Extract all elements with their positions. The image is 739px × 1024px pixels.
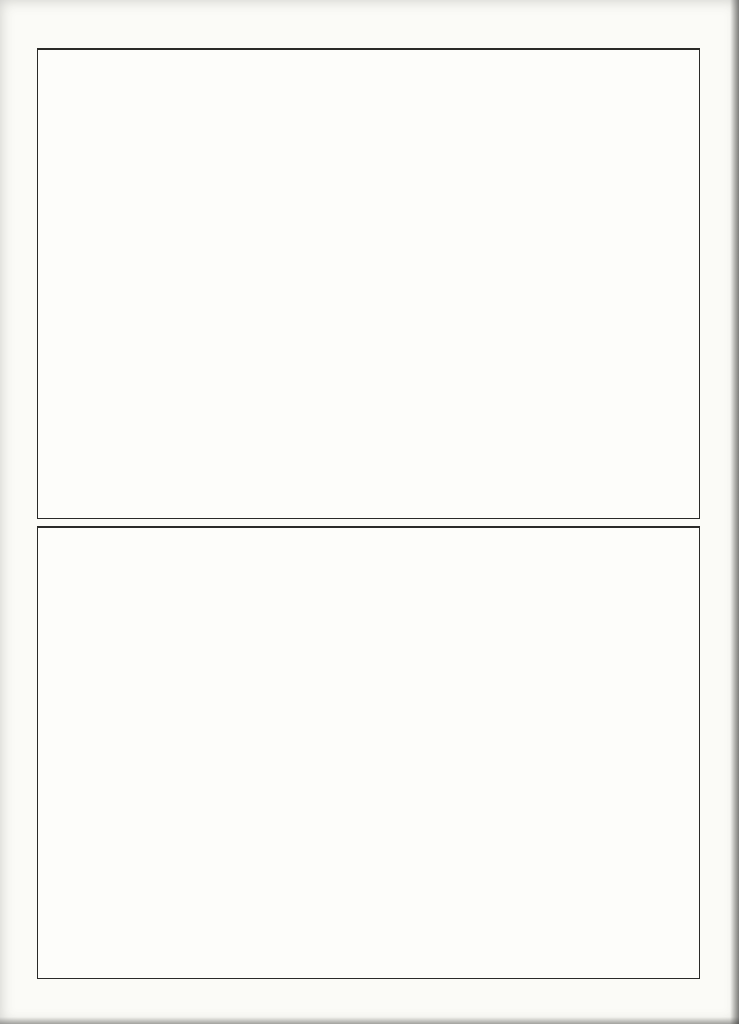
scan-edge-shadow-right — [730, 0, 739, 1024]
roster-table-bottom — [37, 526, 700, 979]
scan-edge-shadow-bottom — [0, 1017, 739, 1024]
roster-table-top — [37, 48, 700, 519]
roster-tables — [37, 48, 700, 979]
